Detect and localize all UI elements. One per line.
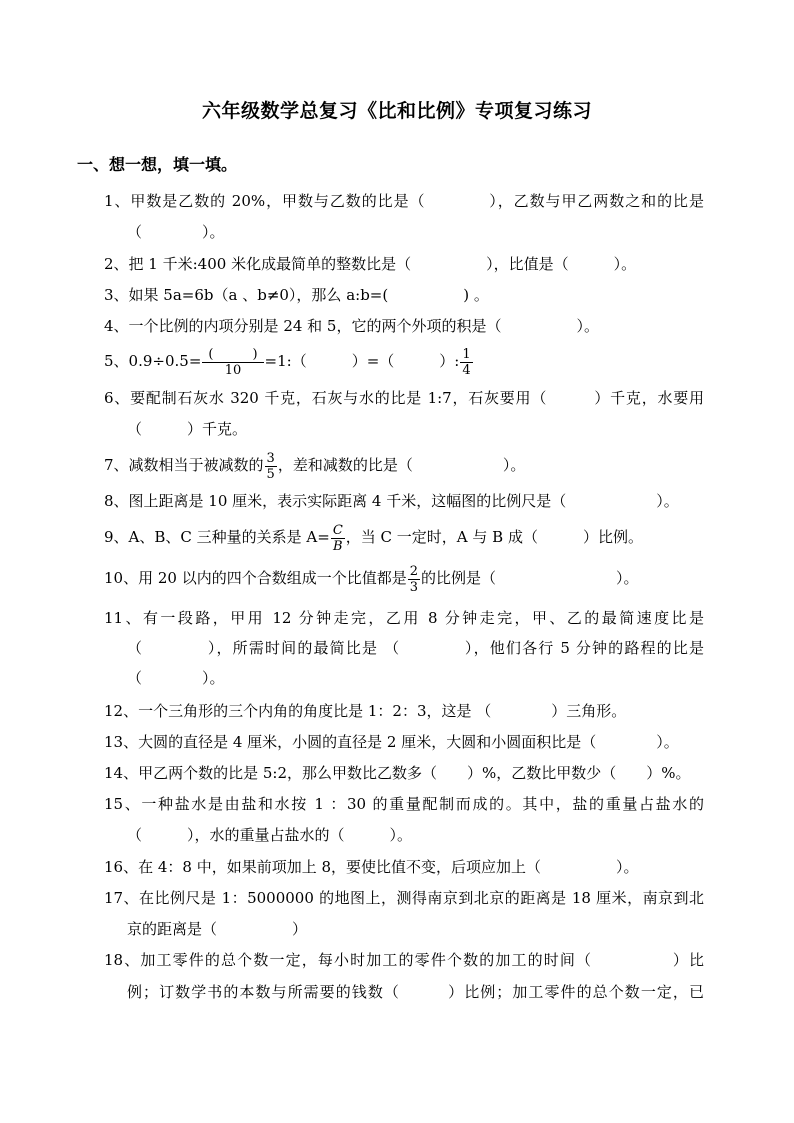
fraction-denominator: B: [333, 538, 343, 554]
question-5-fraction-1: [202, 347, 263, 378]
fraction-numerator: C: [332, 522, 343, 538]
question-10-prefix: 10、用 20 以内的四个合数组成一个比值都是: [104, 569, 407, 587]
question-13: 13、大圆的直径是 4 厘米，小圆的直径是 2 厘米，大圆和小圆面积比是（ ）。: [104, 733, 679, 751]
question-10: [104, 563, 704, 595]
question-12: 12、一个三角形的三个内角的角度比是 1：2：3，这是 （ ）三角形。: [104, 702, 627, 720]
question-2: 2、把 1 千米:400 米化成最简单的整数比是（ ），比值是（ ）。: [104, 255, 637, 273]
question-15-line-2: （ ），水的重量占盐水的（ ）。: [127, 826, 413, 844]
question-7-fraction: [265, 451, 277, 482]
question-10-suffix: 的比例是（ ）。: [421, 569, 639, 587]
question-4: 4、一个比例的内项分别是 24 和 5，它的两个外项的积是（ ）。: [104, 317, 599, 335]
question-9: [104, 522, 704, 554]
question-18-line-2: 例；订数学书的本数与所需要的钱数（ ）比例；加工零件的总个数一定，已: [127, 983, 704, 1001]
question-15-line-1: 15、一种盐水是由盐和水按 1 ：30 的重量配制而成的。其中，盐的重量占盐水的: [104, 795, 704, 813]
question-9-fraction: [331, 523, 345, 554]
question-17-line-1: 17、在比例尺是 1：5000000 的地图上，测得南京到北京的距离是 18 厘米，南京到北: [104, 889, 704, 907]
question-3: 3、如果 5a=6b（a 、b≠0），那么 a:b=( ) 。: [104, 286, 489, 304]
question-16: 16、在 4：8 中，如果前项加上 8，要使比值不变，后项应加上（ ）。: [104, 858, 639, 876]
question-5-middle: =1:（ ）=（ ）:: [264, 352, 460, 370]
question-7-prefix: 7、减数相当于被减数的: [104, 456, 264, 474]
question-1-line-2: （ ）。: [127, 223, 225, 241]
question-6-line-1: 6、要配制石灰水 320 千克，石灰与水的比是 1:7，石灰要用（ ）千克，水要用: [104, 389, 704, 407]
fraction-numerator: 2: [409, 563, 418, 579]
question-18-line-1: 18、加工零件的总个数一定，每小时加工的零件个数的加工的时间（ ）比: [104, 951, 704, 969]
question-7: [104, 450, 704, 482]
question-5-prefix: 5、0.9÷0.5=: [104, 352, 202, 370]
page-title: 六年级数学总复习《比和比例》专项复习练习: [201, 100, 592, 122]
fraction-denominator: 3: [409, 579, 418, 595]
question-6-line-2: （ ）千克。: [127, 420, 248, 438]
fraction-denominator: 4: [462, 362, 471, 378]
question-9-prefix: 9、A、B、C 三种量的关系是 A=: [104, 528, 330, 546]
fraction-denominator: 5: [266, 466, 275, 482]
question-5-fraction-2: [460, 347, 472, 378]
fraction-denominator: 10: [224, 362, 242, 378]
question-7-suffix: ，差和减数的比是（ ）。: [277, 456, 526, 474]
question-1-line-1: 1、甲数是乙数的 20%，甲数与乙数的比是（ ），乙数与甲乙两数之和的比是: [104, 192, 704, 210]
fraction-numerator: ( ): [202, 347, 263, 363]
question-5: [104, 346, 704, 378]
question-8: 8、图上距离是 10 厘米，表示实际距离 4 千米，这幅图的比例尺是（ ）。: [104, 492, 679, 510]
question-11-line-3: （ ）。: [127, 669, 225, 687]
fraction-numerator: 3: [266, 450, 275, 466]
question-10-fraction: [408, 564, 420, 595]
question-9-suffix: ，当 C 一定时，A 与 B 成（ ）比例。: [345, 528, 643, 546]
question-14: 14、甲乙两个数的比是 5:2，那么甲数比乙数多（ ）%，乙数比甲数少（ ）%。: [104, 764, 691, 782]
question-11-line-2: （ ），所需时间的最简比是 （ ），他们各行 5 分钟的路程的比是: [127, 639, 704, 657]
section-heading: 一、想一想，填一填。: [77, 155, 238, 174]
fraction-numerator: 1: [462, 346, 471, 362]
question-11-line-1: 11、有一段路，甲用 12 分钟走完，乙用 8 分钟走完，甲、乙的最简速度比是: [104, 609, 704, 627]
question-17-line-2: 京的距离是（ ）: [127, 920, 308, 938]
